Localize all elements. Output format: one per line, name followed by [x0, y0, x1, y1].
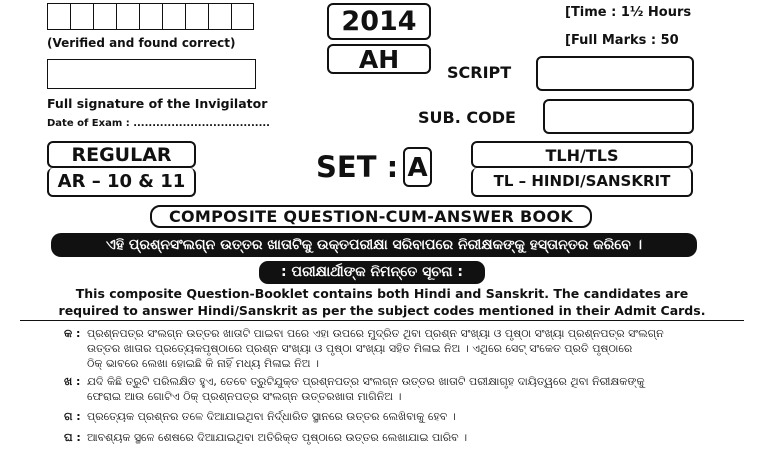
instruction-point-gha: [64, 430, 467, 445]
set-value-box: A: [403, 147, 432, 187]
ar-box: AR – 10 & 11: [47, 168, 196, 197]
roll-digit-box[interactable]: [116, 3, 139, 30]
sub-code-label: SUB. CODE: [418, 108, 516, 127]
roll-digit-box[interactable]: [208, 3, 231, 30]
date-of-exam: Date of Exam : ....................................: [47, 118, 270, 129]
roll-digit-box[interactable]: [162, 3, 185, 30]
invigilator-signature-label: Full signature of the Invigilator: [47, 96, 268, 111]
exam-code-box: AH: [327, 44, 431, 74]
subject-code-box: TLH/TLS: [471, 141, 693, 168]
book-title: COMPOSITE QUESTION-CUM-ANSWER BOOK: [150, 205, 592, 228]
english-note-line-1: This composite Question-Booklet contains both Hindi and Sanskrit. The candidates are: [75, 286, 689, 301]
invigilator-signature-box[interactable]: [47, 59, 256, 89]
instruction-point-kha: [64, 374, 645, 404]
regular-box: REGULAR: [47, 141, 196, 168]
point-text-line: ଆବଶ୍ୟକ ସ୍ଥଳେ ଶେଷରେ ଦିଆଯାଇଥିବା ଅତିରିକ୍ତ ପୃଷ୍ଠାରେ ଉତ୍ତର ଲେଖାଯାଇ ପାରିବ ।: [87, 431, 468, 444]
roll-digit-box[interactable]: [139, 3, 162, 30]
subject-name-box: TL – HINDI/SANSKRIT: [471, 168, 693, 197]
point-text-line: ଠିକ୍ ଭାବରେ ଲେଖା ହୋଇଛି କି ନାହିଁ ମଧ୍ୟ ମିଳାଇ ନିଅ ।: [87, 357, 319, 370]
exam-time: [Time : 1½ Hours: [565, 5, 692, 20]
sub-code-box[interactable]: [543, 99, 694, 134]
handover-banner: ଏହି ପ୍ରଶ୍ନସଂଲଗ୍ନ ଉତ୍ତର ଖାତାଟିକୁ ଉକ୍ତପରୀକ୍ଷା ସରିବାପରେ ନିରୀକ୍ଷକଙ୍କୁ ହସ୍ତାନ୍ତର କରିବେ ।: [51, 233, 697, 257]
divider-line: [20, 320, 744, 321]
roll-digit-box[interactable]: [231, 3, 254, 30]
point-label: ଘ :: [64, 431, 81, 444]
point-text-line: ପ୍ରଶ୍ନପତ୍ର ସଂଲଗ୍ନ ଉତ୍ତର ଖାତାଟି ପାଇବା ପରେ ଏହା ଉପରେ ମୁଦ୍ରିତ ଥିବା ପ୍ରଶ୍ନ ସଂଖ୍ୟା ଓ ପୃଷ୍ଠା ସଂଖ୍ୟା ପ୍ରଶ୍ନପତ୍ର ସଂଲଗ୍ନ: [87, 327, 664, 340]
roll-digit-box[interactable]: [47, 3, 70, 30]
instruction-point-ga: [64, 409, 456, 424]
point-text-line: ପ୍ରତ୍ୟେକ ପ୍ରଶ୍ନର ତଳେ ଦିଆଯାଇଥିବା ନିର୍ଦ୍ଧାରିତ ସ୍ଥାନରେ ଉତ୍ତର ଲେଖିବାକୁ ହେବ ।: [87, 410, 456, 423]
script-number-box[interactable]: [536, 56, 694, 91]
point-label: ଖ :: [64, 375, 81, 388]
english-note-line-2: required to answer Hindi/Sanskrit as per the subject codes mentioned in their Admit Cards.: [58, 303, 706, 318]
point-text-line: ଫେରାଇ ଆଉ ଗୋଟିଏ ଠିକ୍ ପ୍ରଶ୍ନପତ୍ର ସଂଲଗ୍ନ ଉତ୍ତରଖାତା ମାଗିନିଅ ।: [87, 390, 402, 403]
roll-number-grid[interactable]: [47, 3, 254, 30]
point-text-line: ଉତ୍ତର ଖାତାର ପ୍ରତ୍ୟେକପୃଷ୍ଠାରେ ପ୍ରଶ୍ନ ସଂଖ୍ୟା ଓ ପୃଷ୍ଠା ସଂଖ୍ୟା ସହିତ ମିଳାଇ ନିଅ । ଏଥିରେ ସେଟ୍ ସଂକେତ ପ୍ରତି ପୃଷ୍ଠାରେ: [87, 342, 633, 355]
point-label: ଗ :: [64, 410, 81, 423]
roll-digit-box[interactable]: [70, 3, 93, 30]
verified-note: (Verified and found correct): [47, 36, 236, 50]
full-marks: [Full Marks : 50: [565, 33, 679, 48]
roll-digit-box[interactable]: [93, 3, 116, 30]
exam-year-box: 2014: [327, 3, 431, 40]
instruction-point-ka: [64, 326, 664, 371]
point-text-line: ଯଦି କିଛି ତ୍ରୁଟି ପରିଲକ୍ଷିତ ହୁଏ, ତେବେ ତ୍ରୁଟିଯୁକ୍ତ ପ୍ରଶ୍ନପତ୍ର ସଂଲଗ୍ନ ଉତ୍ତର ଖାତାଟି ପରୀକ୍ଷାଗୃହ ଦାୟିତ୍ୱରେ ଥିବା ନିରୀକ୍ଷକଙ୍କୁ: [87, 375, 645, 388]
roll-digit-box[interactable]: [185, 3, 208, 30]
instructions-title: : ପରୀକ୍ଷାର୍ଥୀଙ୍କ ନିମନ୍ତେ ସୂଚନା :: [259, 261, 485, 284]
set-label: SET :: [316, 150, 399, 184]
point-label: କ :: [64, 327, 81, 340]
script-label: SCRIPT: [447, 63, 512, 82]
